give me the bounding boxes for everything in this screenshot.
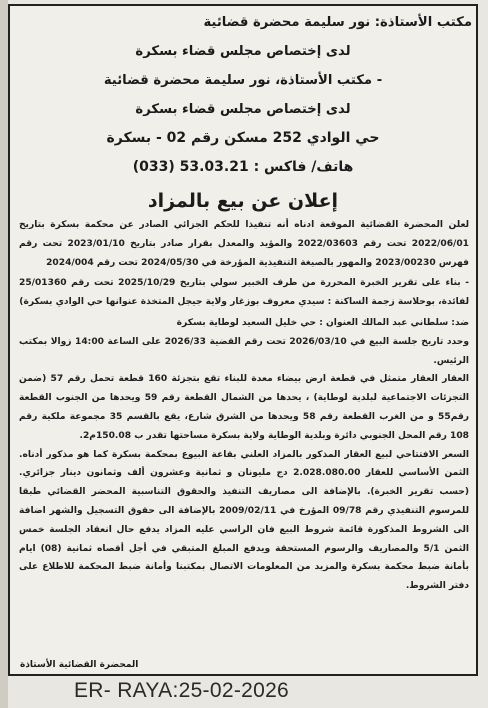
office-phone: هاتف/ فاكس : 53.03.21 (033)	[132, 159, 354, 175]
paragraph-session-date: وحدد تاريخ جلسة البيع في 2026/03/10 تحت رقم القضية 2026/33 على الساعة 14:00 زوالا بمكتب الرئيس.	[19, 336, 469, 366]
announcement-header	[10, 6, 476, 182]
paragraph-expert-report: - بناء على تقرير الخبرة المحررة من طرف الخبير سولي بتاريخ 2025/10/29 تحت رقم 25/01360 لفائدة، بوحلاسة زجمة الساكنة : سيدي معروف بوزغار ولاية جيجل المتخذة عنوانها حي الوادي بسكرة)	[19, 278, 469, 308]
signature: المحضرة القضائية الأستاذة	[20, 660, 139, 670]
court-line-2: لدى إختصاص مجلس قضاء بسكرة	[135, 102, 351, 117]
paragraph-price-terms: السعر الافتتاحي لبيع العقار المذكور بالمزاد العلني بقاعة البيوع بمحكمة بسكرة كما هو مذكور أدناه. الثمن الأساسي للعقار 2.028.080.00 دج مليونان و ثمانية وعشرون ألف وثمانون دينار جزائري. (حسب تقرير الخبرة). بالإضافة الى مصاريف التنفيذ والحقوق التناسبية المحضر القضائي طبقا للمرسوم التنفيذي رقم 09/78 المؤرخ في 2009/02/11 بالإضافة الى حقوق التسجيل والشهر اضافة الى الشروط المذكورة قائمة شروط البيع فان الراسي عليه المزاد يدفع حال انعقاد الجلسة خمس الثمن 5/1 والمصاريف والرسوم المستحقة ويدفع المبلغ المتبقي في أجل أقصاه ثمانية (08) ايام بأمانة ضبط محكمة بسكرة والمزيد من المعلومات الاتصال بمكتبنا وأمانة ضبط المحكمة للاطلاع على دفتر الشروط.	[19, 449, 470, 592]
court-line-1: لدى إختصاص مجلس قضاء بسكرة	[135, 44, 351, 59]
paragraph-defendant: ضد: سلطاني عبد المالك العنوان : حي خليل السعيد لوطاية بسكرة	[176, 317, 469, 328]
announcement-frame	[8, 4, 478, 676]
publication-footer: ER- RAYA:25-02-2026	[74, 679, 290, 702]
page-edge	[0, 0, 8, 708]
paragraph-property: العقار العقار متمثل في قطعة ارض بيضاء معدة للبناء تقع بتجزئة 160 قطعة تحمل رقم 57 (ضمن التجزئات الاجتماعية لبلدية لوطاية) ، يحدها من الشمال القطعة رقم 59 ويحدها من الجنوب القطعة رقم55 و من الغرب القطعة رقم 58 ويحدها من الشرق شارع، يقع بالقسم 35 مجموعة ملكية رقم 108 رقم المحل الجنوبي دائرة وبلدية الوطاية ولاية بسكرة مساحتها تقدر ب 150.08م2.	[19, 374, 470, 441]
announcement-body	[10, 216, 476, 596]
announcement-title: إعلان عن بيع بالمزاد	[147, 190, 339, 212]
paragraph-judgment: لعلن المحضرة القضائية الموقعة ادناه أنه تنفيذا للحكم الجزائي الصادر عن محكمة بسكرة بتاريخ 2022/06/01 تحت رقم 2022/03603 والمؤيد والمعدل بقرار صادر بتاريخ 2023/01/10 تحت رقم فهرس 2023/00230 والمهور بالصيغة التنفيذية المؤرخة في 2024/05/30 تحت رقم 2024/004	[19, 220, 470, 268]
office-address: حي الوادي 252 مسكن رقم 02 - بسكرة	[106, 130, 380, 146]
office-line-1: مكتب الأستاذة: نور سليمة محضرة قضائية	[203, 15, 472, 30]
office-line-2: - مكتب الأستاذة، نور سليمة محضرة قضائية	[103, 73, 383, 88]
